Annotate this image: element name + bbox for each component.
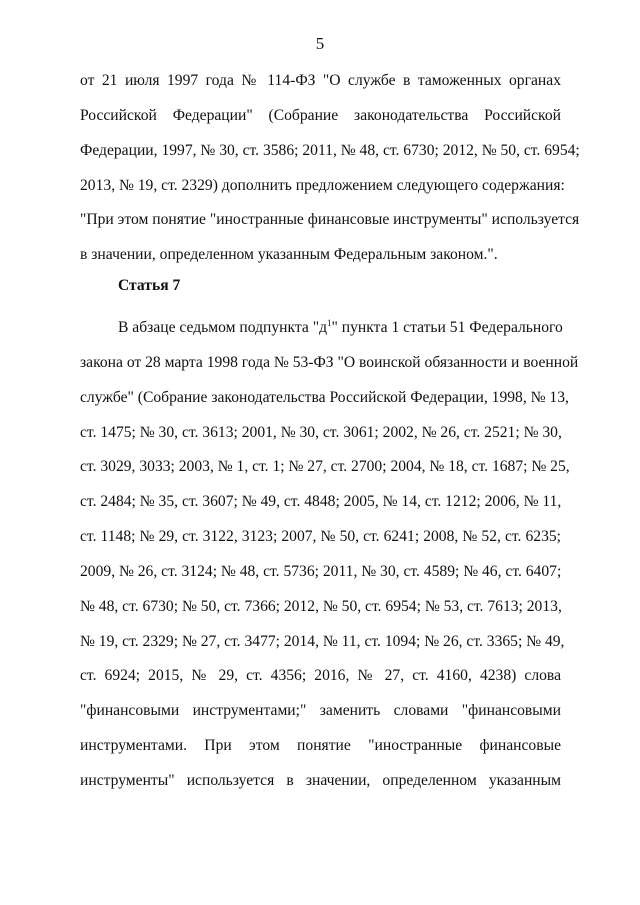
article-7-line-4: ст. 1475; № 30, ст. 3613; 2001, № 30, ст. 3061; 2002, № 26, ст. 2521; № 30, — [80, 423, 562, 441]
article-7-heading: Статья 7 — [118, 277, 181, 294]
article-7-line-6: ст. 2484; № 35, ст. 3607; № 49, ст. 4848; 2005, № 14, ст. 1212; 2006, № 11, — [80, 493, 562, 511]
article-7-line-9: № 48, ст. 6730; № 50, ст. 7366; 2012, № 50, ст. 6954; № 53, ст. 7613; 2013, — [80, 597, 562, 615]
article-7-body — [80, 311, 579, 799]
article-7-line-8: 2009, № 26, ст. 3124; № 48, ст. 5736; 2011, № 30, ст. 4589; № 46, ст. 6407; — [80, 562, 562, 580]
article-7-line-12: "финансовыми инструментами;" заменить словами "финансовыми — [80, 702, 561, 720]
paragraph-1-line-3: Федерации, 1997, № 30, ст. 3586; 2011, № 48, ст. 6730; 2012, № 50, ст. 6954; — [80, 141, 580, 159]
article-7-line-1 — [80, 311, 561, 346]
article-7-line-3: службе" (Собрание законодательства Российской Федерации, 1998, № 13, — [80, 388, 569, 406]
article-7-line-13: инструментами. При этом понятие "иностранные финансовые — [80, 737, 561, 755]
paragraph-1-line-4: 2013, № 19, ст. 2329) дополнить предложением следующего содержания: — [80, 176, 565, 194]
article-7-line-7: ст. 1148; № 29, ст. 3122, 3123; 2007, № 50, ст. 6241; 2008, № 52, ст. 6235; — [80, 528, 561, 546]
superscript-one: 1 — [327, 318, 332, 328]
article-7-line-14: инструменты" используется в значении, определенном указанным — [80, 771, 561, 789]
paragraph-1-line-5: "При этом понятие "иностранные финансовые инструменты" используется — [80, 211, 580, 229]
article-7-line-1-start: В абзаце седьмом подпункта "д — [118, 319, 328, 336]
article-7-line-11: ст. 6924; 2015, № 29, ст. 4356; 2016, № 27, ст. 4160, 4238) слова — [80, 667, 561, 685]
article-7-line-5: ст. 3029, 3033; 2003, № 1, ст. 1; № 27, ст. 2700; 2004, № 18, ст. 1687; № 25, — [80, 458, 570, 476]
paragraph-1-line-1: от 21 июля 1997 года № 114-ФЗ "О службе в таможенных органах — [80, 72, 561, 89]
article-7-line-10: № 19, ст. 2329; № 27, ст. 3477; 2014, № 11, ст. 1094; № 26, ст. 3365; № 49, — [80, 632, 565, 650]
page-number: 5 — [315, 34, 325, 53]
article-7-line-1-end: " пункта 1 статьи 51 Федерального — [331, 319, 563, 336]
paragraph-1-line-6: в значении, определенном указанным Федеральным законом.". — [80, 246, 498, 264]
paragraph-1-line-2: Российской Федерации" (Собрание законодательства Российской — [80, 106, 561, 124]
paragraph-1 — [80, 64, 580, 273]
article-7-line-2: закона от 28 марта 1998 года № 53-ФЗ "О воинской обязанности и военной — [80, 353, 579, 371]
